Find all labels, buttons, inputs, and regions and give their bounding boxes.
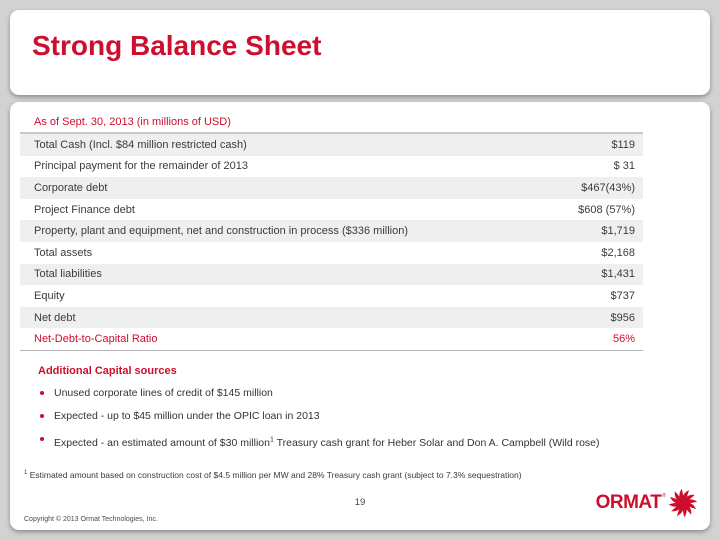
table-header: As of Sept. 30, 2013 (in millions of USD) <box>20 110 643 134</box>
page-title: Strong Balance Sheet <box>32 30 322 61</box>
page-number: 19 <box>354 497 366 508</box>
list-item <box>10 410 670 423</box>
table-row <box>20 285 643 307</box>
row-label: Total Cash (Incl. $84 million restricted cash) <box>34 138 247 151</box>
ormat-wordmark: ORMAT <box>595 492 662 513</box>
table-row <box>20 264 643 286</box>
ormat-pinwheel-icon <box>668 488 698 518</box>
bullet-icon <box>40 414 44 418</box>
row-label: Net debt <box>34 311 76 324</box>
balance-sheet-table <box>20 110 643 351</box>
table-row <box>20 177 643 199</box>
row-value: $608 (57%) <box>578 203 635 216</box>
registered-mark: ® <box>662 493 666 499</box>
list-item <box>10 387 670 400</box>
ormat-logo <box>596 488 698 518</box>
capital-sources-heading: Additional Capital sources <box>38 365 177 377</box>
row-label: Total liabilities <box>34 268 102 281</box>
row-value: $467(43%) <box>581 181 635 194</box>
row-value: $956 <box>610 311 635 324</box>
title-card <box>10 10 710 95</box>
content-card <box>10 102 710 530</box>
capital-sources-list <box>10 387 670 460</box>
row-value: $ 31 <box>613 160 635 173</box>
table-row <box>20 328 643 350</box>
row-label: Principal payment for the remainder of 2013 <box>34 160 249 173</box>
bullet-text: Expected - up to $45 million under the OPIC loan in 2013 <box>54 410 320 422</box>
footnote <box>24 470 684 480</box>
row-value: $1,719 <box>601 225 635 238</box>
table-row <box>20 220 643 242</box>
row-value: $737 <box>610 289 635 302</box>
table-row <box>20 156 643 178</box>
table-row <box>20 242 643 264</box>
list-item <box>10 433 670 450</box>
row-label: Equity <box>34 289 65 302</box>
footnote-sup: 1 <box>24 470 28 477</box>
balance-table-rows <box>20 134 643 351</box>
bullet-text: Expected - an estimated amount of $30 million$^1$ Treasury cash grant for Heber Solar and Don A. Campbell (Wild rose) <box>54 436 600 449</box>
copyright-text: Copyright © 2013 Ormat Technologies, Inc. <box>24 516 158 523</box>
table-row <box>20 307 643 329</box>
row-value: 56% <box>612 333 635 346</box>
bullet-text: Unused corporate lines of credit of $145 million <box>54 387 273 399</box>
bullet-icon <box>40 437 44 441</box>
row-label: Total assets <box>34 246 93 259</box>
footnote-text: Estimated amount based on construction cost of $4.5 million per MW and 28% Treasury cash grant (subject to 7.3% sequestration) <box>27 470 522 480</box>
row-value: $119 <box>611 138 635 151</box>
row-label: Property, plant and equipment, net and construction in process ($336 million) <box>34 225 409 238</box>
table-row <box>20 134 643 156</box>
bullet-icon <box>40 391 44 395</box>
row-label: Corporate debt <box>34 181 108 194</box>
row-label: Net-Debt-to-Capital Ratio <box>34 333 158 346</box>
row-value: $2,168 <box>601 246 635 259</box>
table-row <box>20 199 643 221</box>
row-value: $1,431 <box>601 268 635 281</box>
row-label: Project Finance debt <box>34 203 135 216</box>
